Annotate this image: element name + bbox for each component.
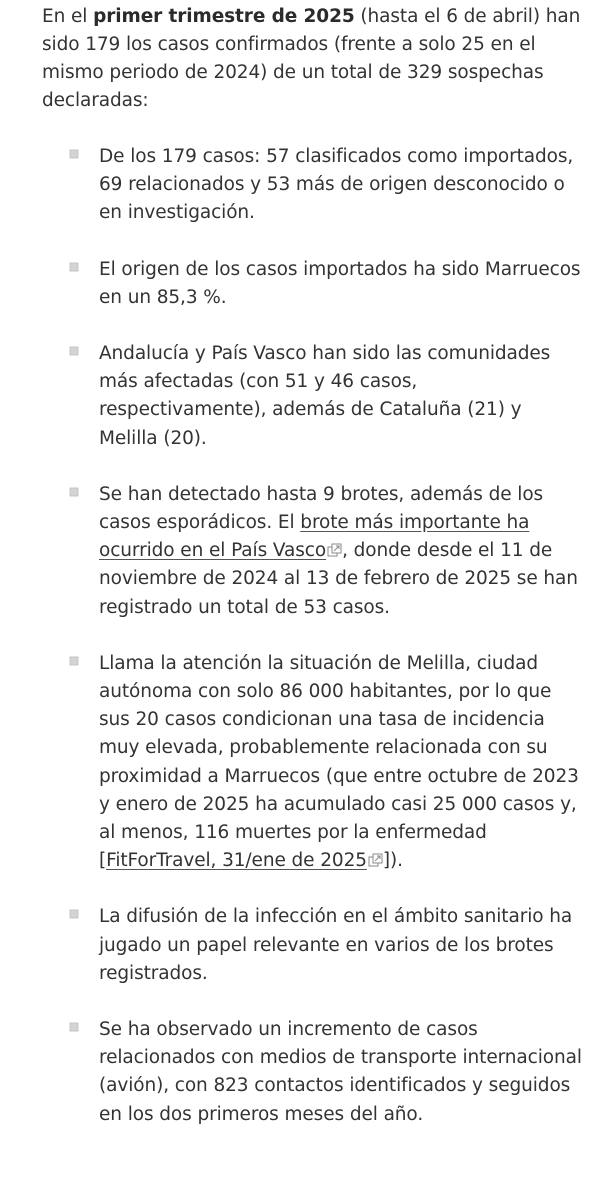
- list-item: [42, 903, 582, 988]
- intro-text-start: En el: [42, 6, 94, 27]
- square-bullet-icon: [69, 909, 79, 919]
- link-text[interactable]: brote más importante ha ocurrido en el País Vasco: [99, 512, 530, 562]
- square-bullet-icon: [69, 262, 79, 272]
- list-item: [42, 481, 582, 622]
- intro-text-end: (hasta el 6 de abril) han sido 179 los casos confirmados (frente a solo 25 en el mismo periodo de 2024) de un total de 329 sospechas declaradas:: [42, 6, 581, 111]
- square-bullet-icon: [69, 346, 79, 356]
- article-content: [42, 0, 582, 1157]
- square-bullet-icon: [69, 656, 79, 666]
- intro-paragraph: [42, 3, 582, 115]
- list-item-text: Se ha observado un incremento de casos relacionados con medios de transporte internacional (avión), con 823 contactos identificados y seguidos en los dos primeros meses del año.: [99, 1019, 582, 1125]
- list-item-text: Andalucía y País Vasco han sido las comunidades más afectadas (con 51 y 46 casos, respectivamente), además de Cataluña (21) y Melilla (20).: [99, 343, 551, 449]
- external-link-icon[interactable]: [327, 543, 342, 557]
- list-item: [42, 256, 582, 312]
- list-item-text: El origen de los casos importados ha sido Marruecos en un 85,3 %.: [99, 258, 581, 308]
- list-item-text-before: Se han detectado hasta 9 brotes, además de los casos esporádicos. El: [99, 483, 544, 534]
- list-item-text: De los 179 casos: 57 clasificados como importados, 69 relacionados y 53 más de origen desconocido o en investigación.: [99, 146, 574, 224]
- summary-list: [42, 143, 582, 1129]
- list-item: [42, 1016, 582, 1129]
- intro-bold: primer trimestre de 2025: [93, 6, 355, 27]
- list-item-text: La difusión de la infección en el ámbito sanitario ha jugado un papel relevante en varios de los brotes registrados.: [99, 906, 573, 984]
- list-item: [42, 340, 582, 453]
- list-item-text-before: Llama la atención la situación de Melilla, ciudad autónoma con solo 86 000 habitantes, por lo que sus 20 casos condicionan una tasa de incidencia muy elevada, probablemente relacionada con su proximidad a Marruecos (que entre octubre de 2023 y enero de 2025 ha acumulado casi 25 000 casos y, al menos, 116 muertes por la enfermedad [: [99, 652, 579, 872]
- link-text[interactable]: FitForTravel, 31/ene de 2025: [106, 850, 367, 872]
- fitfortravel-source-link[interactable]: [106, 850, 383, 871]
- square-bullet-icon: [69, 149, 79, 159]
- square-bullet-icon: [69, 1022, 79, 1032]
- list-item: [42, 143, 582, 228]
- square-bullet-icon: [69, 487, 79, 497]
- list-item-text-after: , donde desde el 11 de noviembre de 2024 al 13 de febrero de 2025 se han registrado un total de 53 casos.: [99, 540, 578, 618]
- list-item-text-after: ]).: [382, 850, 403, 872]
- list-item: [42, 650, 582, 876]
- external-link-icon[interactable]: [368, 853, 383, 867]
